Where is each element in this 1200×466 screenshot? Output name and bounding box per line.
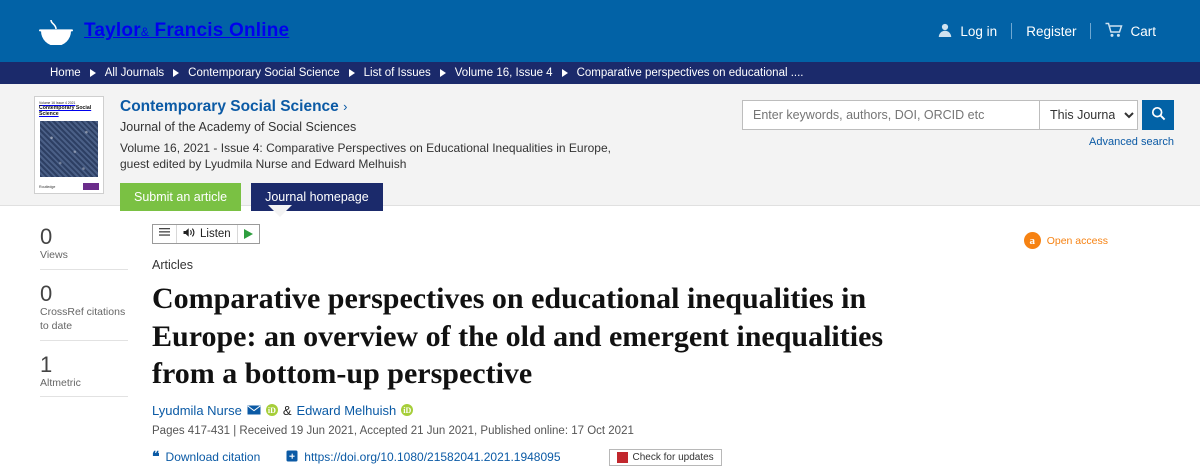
- chevron-right-icon: ›: [343, 99, 348, 114]
- metric-views: [40, 224, 152, 281]
- chevron-right-icon: [173, 69, 179, 77]
- author-separator: &: [282, 402, 292, 418]
- metric-altmetric[interactable]: [40, 352, 152, 409]
- cover-badge: [83, 183, 99, 190]
- publication-info: Pages 417-431 | Received 19 Jun 2021, Accepted 21 Jun 2021, Published online: 17 Oct 2021: [152, 424, 634, 437]
- cover-volume-text: Volume 16 Issue 4 2021: [39, 101, 76, 105]
- search-input[interactable]: [742, 100, 1040, 130]
- chevron-right-icon: [562, 69, 568, 77]
- open-access-label: Open access: [1046, 234, 1108, 247]
- breadcrumb-item-journal[interactable]: Contemporary Social Science: [188, 67, 340, 79]
- email-icon[interactable]: [247, 403, 261, 418]
- user-icon: [937, 22, 953, 41]
- author-link-2[interactable]: Edward Melhuish: [296, 402, 397, 418]
- journal-issue-info: [120, 140, 611, 172]
- crossmark-label: Check for updates: [632, 451, 714, 463]
- doi-text: https://doi.org/10.1080/21582041.2021.1948095: [304, 450, 561, 464]
- submit-an-article-button[interactable]: Submit an article: [120, 183, 241, 211]
- metric-value: 0: [40, 224, 53, 249]
- journal-details: [120, 96, 611, 205]
- metrics-sidebar: [0, 224, 152, 466]
- author-list: [152, 403, 1170, 418]
- play-icon: [244, 229, 253, 239]
- cover-footer: [39, 183, 99, 190]
- page-title: Comparative perspectives on educational inequalities in Europe: an overview of the old and emergent inequalities from a bottom-up perspective: [152, 282, 884, 390]
- breadcrumb-item-home[interactable]: Home: [50, 67, 81, 79]
- header-actions: [923, 22, 1170, 41]
- article-main: [0, 206, 1200, 466]
- breadcrumb: [0, 62, 1200, 84]
- metric-crossref-citations: [40, 281, 152, 352]
- orcid-icon[interactable]: iD: [403, 405, 412, 415]
- login-link[interactable]: [923, 22, 1011, 41]
- breadcrumb-item-current: Comparative perspectives on educational ....: [576, 67, 804, 79]
- listen-label: Listen: [200, 228, 231, 240]
- author-link-1[interactable]: Lyudmila Nurse: [152, 402, 242, 418]
- speaker-icon: [183, 227, 196, 241]
- open-access-badge: [1024, 232, 1108, 249]
- link-icon: [286, 450, 298, 465]
- breadcrumb-item-volume-issue[interactable]: Volume 16, Issue 4: [454, 67, 553, 79]
- cover-publisher: Routledge: [39, 184, 56, 189]
- cart-icon: [1105, 22, 1123, 41]
- metric-label: CrossRef citations to date: [40, 306, 128, 340]
- quote-icon: ❝: [152, 449, 160, 465]
- listen-menu-button[interactable]: [153, 225, 177, 243]
- search-icon: [1151, 106, 1166, 124]
- article-tools: [152, 449, 1170, 466]
- listen-button[interactable]: [177, 225, 238, 243]
- crossmark-button[interactable]: [609, 449, 722, 466]
- cart-label: Cart: [1130, 23, 1156, 39]
- download-citation-link[interactable]: [152, 449, 260, 466]
- issue-line-1: Volume 16, 2021 - Issue 4: Comparative Perspectives on Educational Inequalities in Europe,: [120, 141, 611, 155]
- cart-link[interactable]: [1091, 22, 1170, 41]
- journal-info-band: [0, 84, 1200, 206]
- taylor-francis-logo-icon: [38, 17, 74, 45]
- breadcrumb-item-list-of-issues[interactable]: List of Issues: [363, 67, 431, 79]
- cover-artwork: [40, 121, 98, 177]
- article-content: [152, 224, 1200, 466]
- open-access-icon: a: [1024, 232, 1041, 249]
- metric-label: Altmetric: [40, 377, 128, 398]
- brand-logo-link[interactable]: [38, 17, 289, 45]
- chevron-right-icon: [349, 69, 355, 77]
- listen-widget[interactable]: [152, 224, 260, 244]
- journal-cover-thumbnail[interactable]: [34, 96, 104, 194]
- crossmark-icon: [617, 452, 628, 463]
- chevron-right-icon: [440, 69, 446, 77]
- journal-title-link[interactable]: [120, 98, 347, 115]
- journal-title-text: Contemporary Social Science: [120, 98, 339, 115]
- cover-journal-title: Contemporary Social Science: [39, 105, 92, 118]
- register-label: Register: [1026, 23, 1077, 39]
- search-scope-select[interactable]: [1040, 100, 1138, 130]
- journal-homepage-button[interactable]: Journal homepage: [251, 183, 383, 211]
- list-icon: [159, 228, 170, 240]
- issue-line-2: guest edited by Lyudmila Nurse and Edward Melhuish: [120, 157, 407, 172]
- site-header: [0, 0, 1200, 62]
- download-citation-label: Download citation: [165, 450, 261, 464]
- article-section-label: Articles: [152, 258, 193, 272]
- chevron-right-icon: [90, 69, 96, 77]
- search-button[interactable]: [1142, 100, 1174, 130]
- advanced-search-link[interactable]: Advanced search: [1089, 136, 1174, 148]
- metric-value: 1: [40, 351, 53, 377]
- doi-link[interactable]: [286, 450, 560, 465]
- listen-play-button[interactable]: [238, 225, 259, 243]
- metric-value: 0: [40, 280, 53, 306]
- journal-subtitle: Journal of the Academy of Social Sciences: [120, 120, 357, 134]
- breadcrumb-item-all-journals[interactable]: All Journals: [104, 67, 165, 79]
- orcid-icon[interactable]: iD: [267, 405, 276, 415]
- login-label: Log in: [960, 23, 998, 39]
- metric-label: Views: [40, 249, 128, 270]
- search-bar: [742, 100, 1174, 130]
- brand-name: Taylor& Francis Online: [84, 20, 290, 41]
- register-link[interactable]: [1012, 24, 1090, 39]
- selected-tab-pointer: [268, 205, 292, 217]
